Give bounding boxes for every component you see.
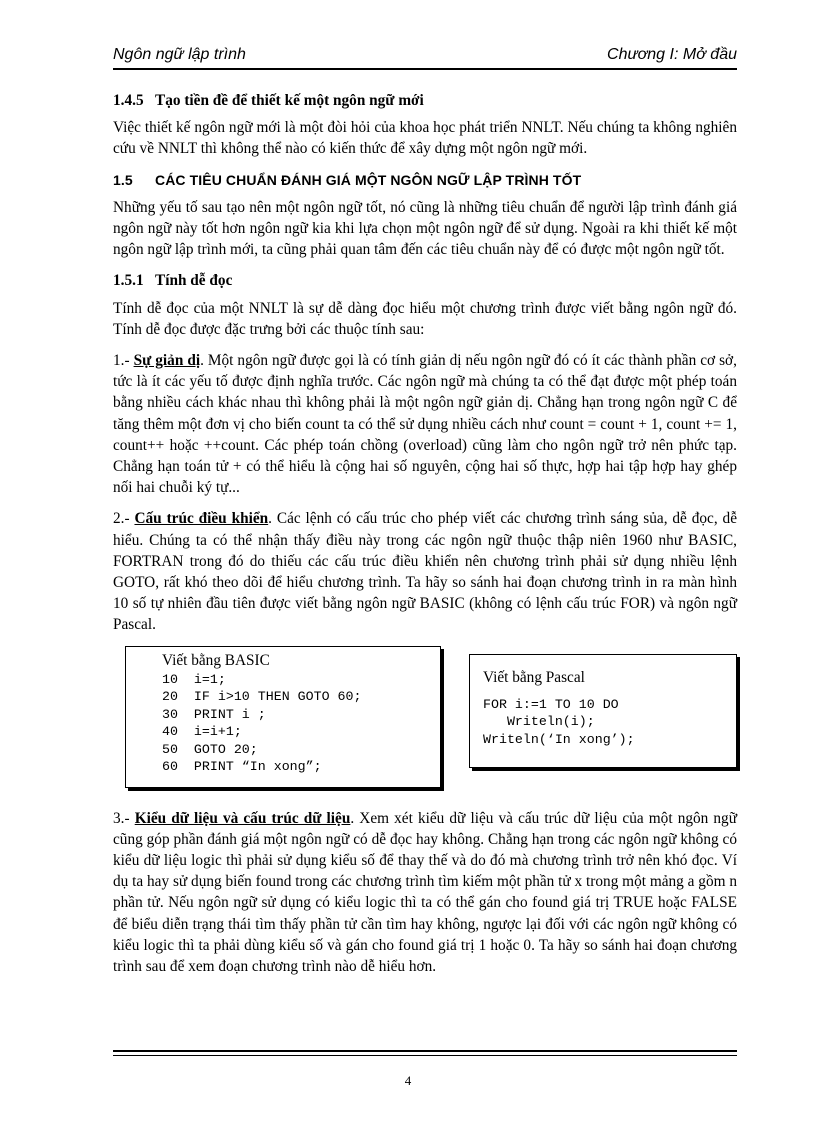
heading-1-4-5: 1.4.5 Tạo tiền đề để thiết kế một ngôn ngữ mới (113, 92, 424, 109)
footer-rule-thick (113, 1050, 737, 1052)
pascal-box-title: Viết bằng Pascal (483, 668, 585, 686)
pascal-code-box (469, 654, 737, 768)
basic-code-box (125, 646, 441, 788)
heading-1-5-1: 1.5.1 Tính dễ đọc (113, 272, 233, 290)
term-control-structures: Cấu trúc điều khiển (134, 510, 269, 528)
basic-box-title: Viết bằng BASIC (162, 651, 270, 669)
page-number: 4 (404, 1073, 412, 1088)
heading-1-5: 1.5 CÁC TIÊU CHUẨN ĐÁNH GIÁ MỘT NGÔN NGỮ LẬP TRÌNH TỐT (113, 171, 582, 188)
pascal-code: FOR i:=1 TO 10 DO Writeln(i); Writeln(‘In xong’); (483, 696, 635, 747)
basic-code: 10 i=1; 20 IF i>10 THEN GOTO 60; 30 PRINT i ; 40 i=i+1; 50 GOTO 20; 60 PRINT “In xong”; (162, 671, 362, 775)
paragraph-1-4-5: Việc thiết kế ngôn ngữ mới là một đòi hỏi của khoa học phát triển NNLT. Nếu chúng ta không nghiên cứu về NNLT thì không thể nào có kiến thức để xây dựng một ngôn ngữ mới. (113, 119, 737, 158)
paragraph-1-5-1: Tính dễ đọc của một NNLT là sự dễ dàng đọc hiểu một chương trình được viết bằng ngôn ngữ đó. Tính dễ đọc được đặc trưng bởi các thuộc tính sau: (113, 299, 737, 338)
header-book-title: Ngôn ngữ lập trình (113, 46, 246, 63)
footer-rule-thin (113, 1055, 737, 1056)
item-control-structures: 2.- Cấu trúc điều khiển. Các lệnh có cấu trúc cho phép viết các chương trình sáng sủa, dễ đọc, dễ hiểu. Chúng ta có thể nhận thấy điều này trong các ngôn ngữ thuộc thập niên 1960 như BASIC, FORTRAN trong đó do thiếu các cấu trúc điều khiển nên chương trình phải sử dụng nhiều lệnh GOTO, rất khó theo dõi để hiểu chương trình. Ta hãy so sánh hai đoạn chương trình in ra màn hình 10 số tự nhiên đầu tiên được viết bằng ngôn ngữ BASIC (không có lệnh cấu trúc FOR) và ngôn ngữ Pascal. (113, 510, 737, 634)
item-simplicity: 1.- Sự giản dị. Một ngôn ngữ được gọi là có tính giản dị nếu ngôn ngữ đó có ít các thành phần cơ sở, tức là ít các yếu tố được định nghĩa trước. Các ngôn ngữ mà chúng ta có thể đạt được một phép toán bằng nhiều cách khác nhau thì không phải là một ngôn ngữ giản dị. Chẳng hạn trong ngôn ngữ C để tăng thêm một đơn vị cho biến count ta có thể sử dụng nhiều cách như count = count + 1, count += 1, count++ hoặc ++count. Các phép toán chồng (overload) cũng làm cho ngôn ngữ trở nên phức tạp. Chẳng hạn toán tử + có thể hiểu là cộng hai số nguyên, cộng hai số thực, hợp hai tập hợp hay ghép nối hai chuỗi ký tự... (113, 352, 737, 497)
paragraph-1-5: Những yếu tố sau tạo nên một ngôn ngữ tốt, nó cũng là những tiêu chuẩn để người lập trình đánh giá ngôn ngữ này tốt hơn ngôn ngữ kia khi lựa chọn một ngôn ngữ để sử dụng. Ngoài ra khi thiết kế một ngôn ngữ lập trình mới, ta cũng phải quan tâm đến các tiêu chuẩn này để có được một ngôn ngữ tốt. (113, 198, 737, 259)
item-data-types: 3.- Kiểu dữ liệu và cấu trúc dữ liệu. Xem xét kiểu dữ liệu và cấu trúc dữ liệu của một ngôn ngữ cũng góp phần đánh giá một ngôn ngữ có dễ đọc hay không. Chẳng hạn trong các ngôn ngữ không có kiểu dữ liệu logic thì phải sử dụng kiểu số để thay thế và do đó mà chương trình trở nên khó đọc. Ví dụ ta hay sử dụng biến found trong các chương trình tìm kiếm một phần tử x trong một mảng a gồm n phần tử. Nếu ngôn ngữ sử dụng có kiểu logic thì ta có thể gán cho found giá trị TRUE hoặc FALSE để biểu diễn trạng thái tìm thấy phần tử cần tìm hay không, ngược lại đối với các ngôn ngữ không có kiểu logic thì ta phải dùng kiểu số và gán cho found giá trị 1 hoặc 0. Ta hãy so sánh hai đoạn chương trình sau để xem đoạn chương trình nào dễ hiểu hơn. (113, 809, 737, 976)
term-data-types: Kiểu dữ liệu và cấu trúc dữ liệu (134, 809, 351, 827)
code-comparison (113, 646, 737, 794)
header-chapter-title: Chương I: Mở đầu (607, 46, 737, 63)
page-header (113, 44, 737, 68)
term-simplicity: Sự giản dị (133, 352, 201, 370)
page-body (113, 90, 737, 987)
header-rule (113, 68, 737, 70)
